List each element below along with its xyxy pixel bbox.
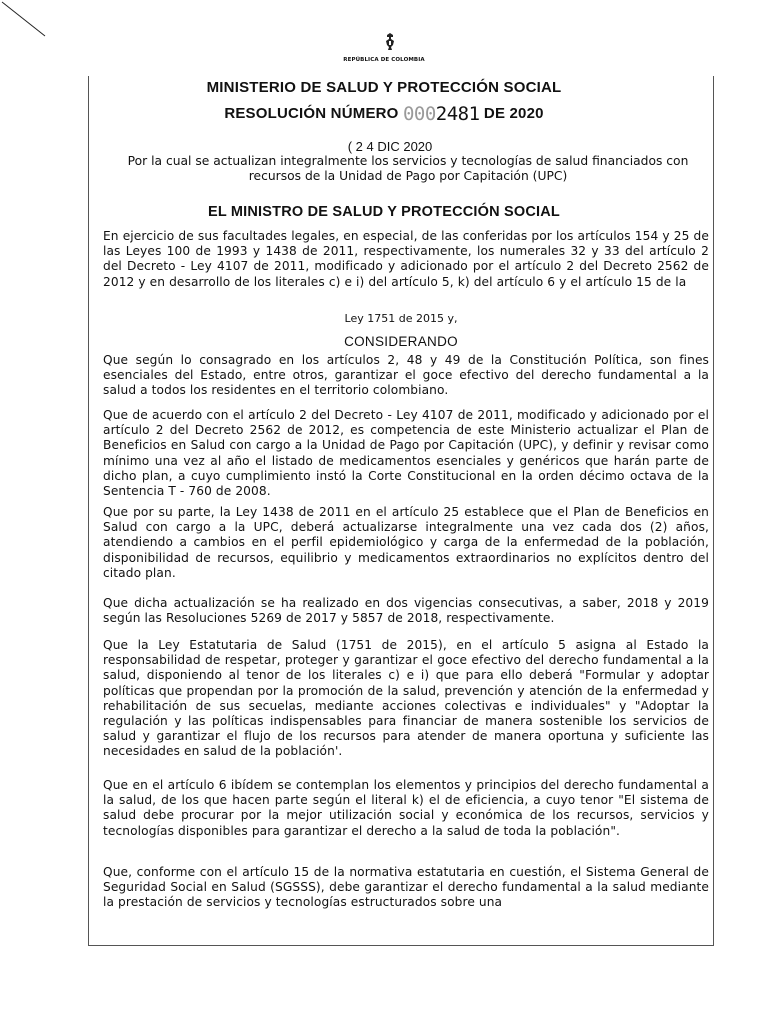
coat-of-arms-icon: [384, 33, 396, 51]
considerando-paragraph-2: Que de acuerdo con el artículo 2 del Decreto - Ley 4107 de 2011, modificado y adicionado por el artículo 2 del Decreto 2562 de 2012, es competencia de este Ministerio actualizar el Plan de Beneficios en Salud con cargo a la Unidad de Pago por Capitación (UPC), y definir y revisar como mínimo una vez al año el listado de medicamentos esenciales y genéricos que harán parte de dicho plan, a cuyo cumplimiento instó la Corte Constitucional en la orden décimo octava de la Sentencia T - 760 de 2008.: [103, 408, 709, 499]
considerando-paragraph-5: Que la Ley Estatutaria de Salud (1751 de 2015), en el artículo 5 asigna al Estado la responsabilidad de respetar, proteger y garantizar el goce efectivo del derecho fundamental a la salud, disponiendo al tenor de los literales c) e i) que para ello deberá "Formular y adoptar políticas que propendan por la promoción de la salud, prevención y atención de la enfermedad y rehabilitación de sus secuelas, mediante acciones colectivas e individuales" y "Adoptar la regulación y las políticas indispensables para financiar de manera sostenible los servicios de salud y garantizar el flujo de los recursos para atender de manera oportuna y suficiente las necesidades en salud de la población'.: [103, 638, 709, 759]
resolution-prefix: RESOLUCIÓN NÚMERO: [224, 105, 399, 122]
resolution-number-faded: 000: [402, 103, 436, 125]
resolution-number: [403, 103, 480, 125]
intro-paragraph: En ejercicio de sus facultades legales, en especial, de las conferidas por los artículos 154 y 25 de las Leyes 100 de 1993 y 1438 de 2011, respectivamente, los numerales 32 y 33 del artículo 2 del Decreto - Ley 4107 de 2011, modificado y adicionado por el artículo 2 del Decreto 2562 de 2012 y en desarrollo de los literales c) e i) del artículo 5, k) del artículo 6 y el artículo 15 de la: [103, 229, 709, 289]
ley-1751-line: Ley 1751 de 2015 y,: [344, 312, 458, 325]
corner-fold-line: [0, 0, 50, 40]
considerando-paragraph-6: Que en el artículo 6 ibídem se contemplan los elementos y principios del derecho fundamental a la salud, de los que hacen parte según el literal k) el de eficiencia, a cuyo tenor "El sistema de salud debe procurar por la mejor utilización social y económica de los recursos, servicios y tecnologías disponibles para garantizar el derecho a la salud de toda la población".: [103, 778, 709, 838]
resolution-suffix: DE 2020: [483, 105, 544, 122]
minister-heading: EL MINISTRO DE SALUD Y PROTECCIÓN SOCIAL: [207, 204, 560, 220]
republica-label: REPÚBLICA DE COLOMBIA: [343, 57, 425, 63]
considerando-paragraph-3: Que por su parte, la Ley 1438 de 2011 en el artículo 25 establece que el Plan de Beneficios en Salud con cargo a la UPC, deberá actualizarse integralmente una vez cada dos (2) años, atendiendo a cambios en el perfil epidemiológico y carga de la enfermedad de la población, disponibilidad de recursos, equilibrio y medicamentos extraordinarios no explícitos dentro del citado plan.: [103, 505, 709, 580]
resolution-date: ( 2 4 DIC 2020: [347, 139, 433, 154]
resolution-number-line: [0, 101, 768, 123]
considerando-heading: CONSIDERANDO: [344, 334, 458, 349]
resolution-number-digits: 2481: [435, 103, 480, 125]
ministry-title: MINISTERIO DE SALUD Y PROTECCIÓN SOCIAL: [206, 79, 562, 96]
resolution-subject: Por la cual se actualizan integralmente los servicios y tecnologías de salud financiados con recursos de la Unidad de Pago por Capitación (UPC): [127, 154, 689, 183]
considerando-paragraph-4: Que dicha actualización se ha realizado en dos vigencias consecutivas, a saber, 2018 y 2019 según las Resoluciones 5269 de 2017 y 5857 de 2018, respectivamente.: [103, 596, 709, 626]
considerando-paragraph-1: Que según lo consagrado en los artículos 2, 48 y 49 de la Constitución Política, son fines esenciales del Estado, entre otros, garantizar el goce efectivo del derecho fundamental a la salud a todos los residentes en el territorio colombiano.: [103, 353, 709, 398]
considerando-paragraph-7: Que, conforme con el artículo 15 de la normativa estatutaria en cuestión, el Sistema General de Seguridad Social en Salud (SGSSS), debe garantizar el derecho fundamental a la salud mediante la prestación de servicios y tecnologías estructurados sobre una: [103, 865, 709, 910]
